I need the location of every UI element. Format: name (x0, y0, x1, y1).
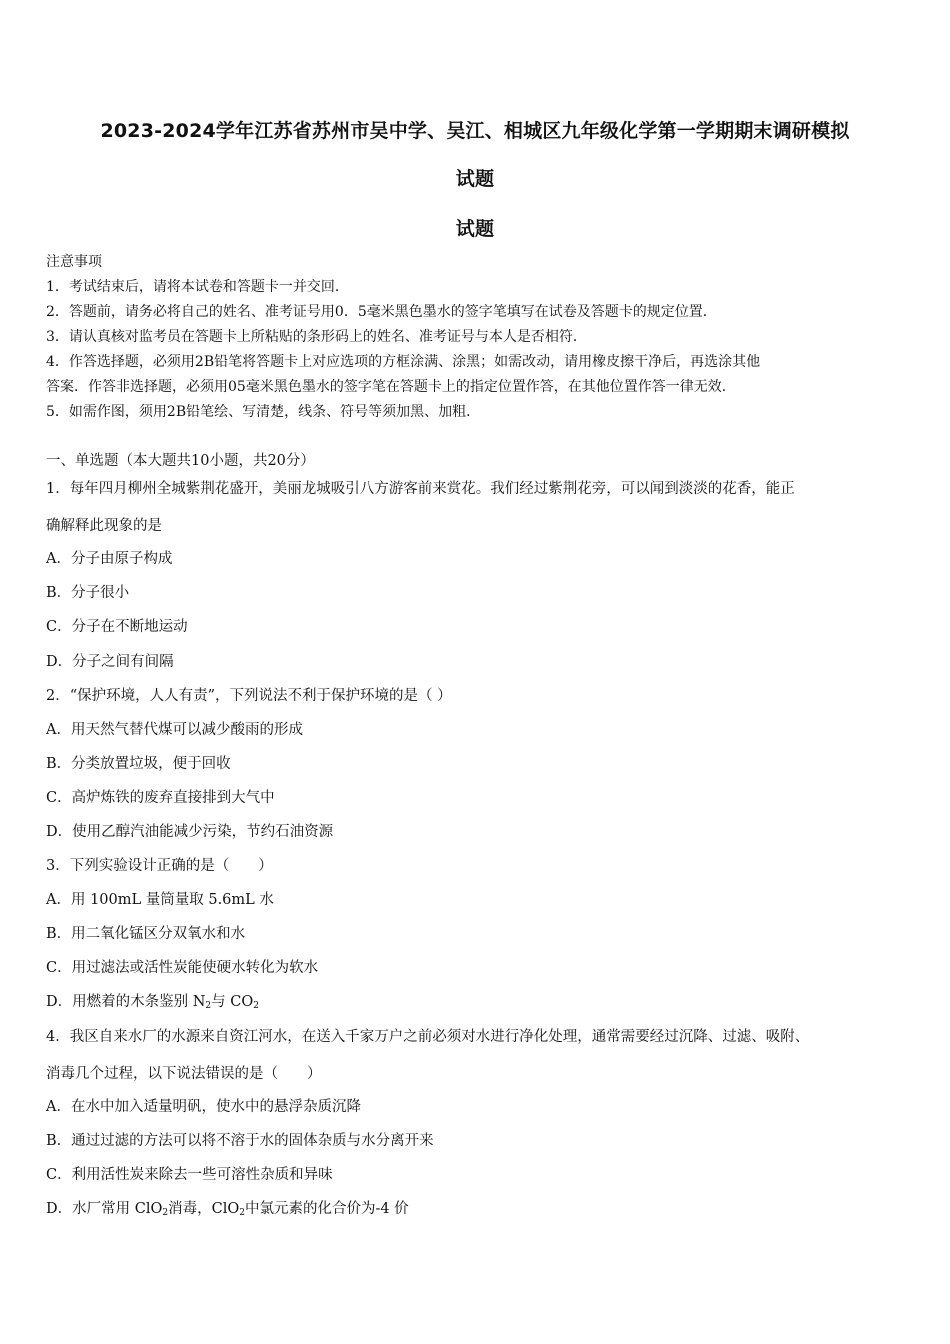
question-1-line1: 1．每年四月柳州全城紫荆花盛开，美丽龙城吸引八方游客前来赏花。我们经过紫荆花旁，可以闻到淡淡的花香，能正 (46, 481, 795, 497)
question-2-option-a: A．用天然气替代煤可以减少酸雨的形成 (46, 722, 303, 738)
question-3-option-a: A．用 100mL 量筒量取 5.6mL 水 (46, 892, 274, 908)
q3-optd-sub1: 2 (205, 1001, 212, 1011)
question-3-option-d (46, 990, 259, 1011)
question-4-option-b: B．通过过滤的方法可以将不溶于水的固体杂质与水分离开来 (46, 1133, 434, 1149)
notice-block (46, 250, 916, 425)
q4-optd-suffix: 中氯元素的化合价为-4 价 (244, 1201, 409, 1217)
q3-optd-prefix: D．用燃着的木条鉴别 N (46, 994, 206, 1010)
question-2-line1: 2．“保护环境，人人有责”，下列说法不利于保护环境的是（ ） (46, 688, 452, 704)
question-2-option-c: C．高炉炼铁的废弃直接排到大气中 (46, 790, 275, 806)
notice-heading: 注意事项 (46, 254, 102, 270)
question-1-option-c: C．分子在不断地运动 (46, 619, 188, 635)
q4-optd-prefix: D．水厂常用 ClO (46, 1201, 163, 1217)
exam-title-line3: 试题 (455, 218, 495, 240)
exam-title-line1: 2023-2024学年江苏省苏州市吴中学、吴江、相城区九年级化学第一学期期末调研模拟 (100, 120, 850, 142)
notice-item: 2．答题前，请务必将自己的姓名、准考证号用0．5毫米黑色墨水的签字笔填写在试卷及答题卡的规定位置． (46, 304, 717, 320)
question-2-option-b: B．分类放置垃圾，便于回收 (46, 756, 231, 772)
question-1-option-d: D．分子之间有间隔 (46, 654, 174, 670)
notice-item: 答案．作答非选择题，必须用05毫米黑色墨水的签字笔在答题卡上的指定位置作答，在其他位置作答一律无效． (46, 379, 736, 395)
q3-optd-mid: 与 CO (211, 994, 254, 1010)
question-3-option-c: C．用过滤法或活性炭能使硬水转化为软水 (46, 960, 319, 976)
question-3-line1: 3．下列实验设计正确的是（ ） (46, 858, 273, 874)
question-2-option-d: D．使用乙醇汽油能减少污染，节约石油资源 (46, 824, 334, 840)
section-heading: 一、单选题（本大题共10小题，共20分） (46, 453, 315, 469)
q4-optd-sub1: 2 (162, 1208, 169, 1218)
q4-optd-mid: 消毒，ClO (168, 1201, 240, 1217)
question-1-option-a: A．分子由原子构成 (46, 551, 173, 567)
q4-optd-sub2: 2 (239, 1208, 245, 1218)
notice-item: 5．如需作图，须用2B铅笔绘、写清楚，线条、符号等须加黑、加粗． (46, 404, 481, 420)
notice-item: 4．作答选择题，必须用2B铅笔将答题卡上对应选项的方框涂满、涂黑；如需改动，请用橡皮擦干净后，再选涂其他 (46, 354, 761, 370)
q3-optd-sub2: 2 (253, 1001, 259, 1011)
question-1-option-b: B．分子很小 (46, 585, 130, 601)
question-4-option-d (46, 1197, 409, 1218)
notice-item: 1．考试结束后，请将本试卷和答题卡一并交回． (46, 279, 349, 295)
question-4-line1: 4．我区自来水厂的水源来自资江河水，在送入千家万户之前必须对水进行净化处理，通常需要经过沉降、过滤、吸附、 (46, 1029, 810, 1045)
exam-title-line2: 试题 (455, 168, 495, 190)
question-3-option-b: B．用二氧化锰区分双氧水和水 (46, 926, 246, 942)
question-4-option-c: C．利用活性炭来除去一些可溶性杂质和异味 (46, 1167, 333, 1183)
notice-item: 3．请认真核对监考员在答题卡上所粘贴的条形码上的姓名、准考证号与本人是否相符． (46, 329, 587, 345)
question-4-option-a: A．在水中加入适量明矾，使水中的悬浮杂质沉降 (46, 1099, 361, 1115)
question-1-line2: 确解释此现象的是 (46, 518, 162, 534)
question-4-line2: 消毒几个过程，以下说法错误的是（ ） (46, 1066, 322, 1082)
